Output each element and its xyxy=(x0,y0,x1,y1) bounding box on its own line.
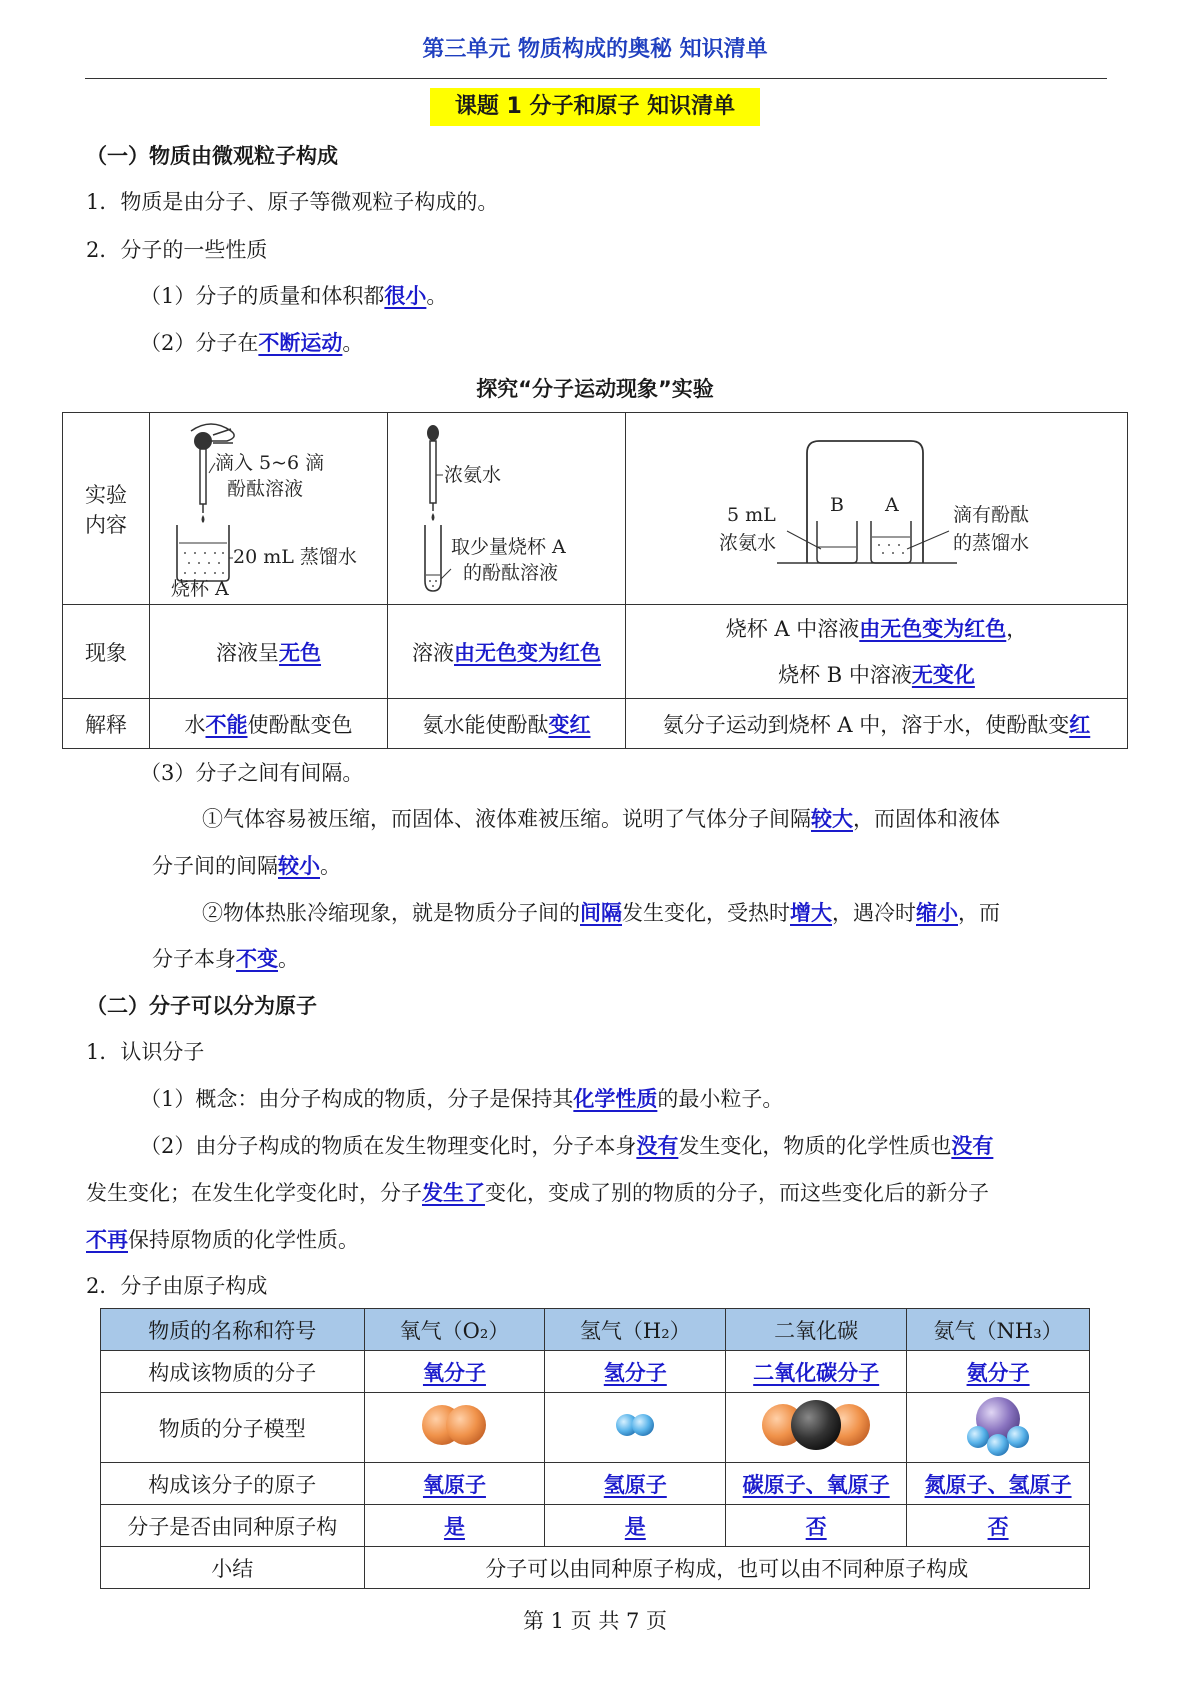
row-label: 解释 xyxy=(63,699,150,749)
cell xyxy=(545,1351,726,1393)
molecule-table xyxy=(100,1308,1090,1589)
answer: 碳原子、氧原子 xyxy=(742,1471,890,1497)
row-label: 小结 xyxy=(101,1547,365,1589)
cell xyxy=(626,605,1128,699)
answer: 增大 xyxy=(790,900,832,925)
fig1-label-3: 20 mL 蒸馏水 xyxy=(232,546,357,568)
figure-cell xyxy=(150,413,388,605)
row-label: 构成该物质的分子 xyxy=(101,1351,365,1393)
answer: 较大 xyxy=(811,806,853,831)
unit-title: 第三单元 物质构成的奥秘 知识清单 xyxy=(422,37,768,62)
answer: 缩小 xyxy=(916,900,958,925)
paragraph: 2．分子的一些性质 xyxy=(86,238,268,262)
fig1-label-2: 酚酞溶液 xyxy=(226,478,303,500)
answer: 没有 xyxy=(951,1133,994,1158)
answer: 是 xyxy=(624,1513,646,1539)
text: 分子间的间隔 xyxy=(152,854,278,878)
ammonia-molecule-model xyxy=(948,1393,1048,1457)
text: 发生变化，受热时 xyxy=(622,901,790,925)
cell xyxy=(364,1505,545,1547)
fig3-label-r2: 的蒸馏水 xyxy=(952,532,1029,554)
answer: 不断运动 xyxy=(258,330,343,355)
summary-cell: 分子可以由同种原子构成，也可以由不同种原子构成 xyxy=(364,1547,1089,1589)
paragraph xyxy=(202,804,1000,834)
paragraph: 2．分子由原子构成 xyxy=(86,1274,268,1298)
answer: 很小 xyxy=(384,283,427,308)
answer: 氧分子 xyxy=(422,1359,486,1385)
answer: 不能 xyxy=(205,711,248,737)
text: 氨分子运动到烧杯 A 中，溶于水，使酚酞变 xyxy=(662,712,1070,737)
text: 溶液呈 xyxy=(216,640,280,665)
text: 的最小粒子。 xyxy=(657,1087,784,1111)
hydrogen-molecule-model xyxy=(585,1395,685,1455)
header-divider xyxy=(85,78,1107,79)
header-cell: 氨气（NH₃） xyxy=(907,1309,1090,1351)
model-cell xyxy=(364,1393,545,1463)
page-footer: 第 1 页 共 7 页 xyxy=(522,1609,668,1633)
text: ，而固体和液体 xyxy=(853,807,1000,831)
header-cell: 物质的名称和符号 xyxy=(101,1309,365,1351)
fig3-label-1: 5 mL xyxy=(726,504,776,526)
text: 氨水能使酚酞 xyxy=(422,712,549,737)
text: ， xyxy=(1006,616,1028,641)
cell xyxy=(150,605,388,699)
text: （2）由分子构成的物质在发生物理变化时，分子本身 xyxy=(140,1134,637,1158)
answer: 化学性质 xyxy=(573,1086,658,1111)
cell xyxy=(726,1505,907,1547)
text: 。 xyxy=(278,947,299,971)
cell xyxy=(388,605,626,699)
section2-heading: （二）分子可以分为原子 xyxy=(86,994,317,1018)
experiment-title: 探究“分子运动现象”实验 xyxy=(476,377,714,401)
answer: 由无色变为红色 xyxy=(454,639,601,665)
cell xyxy=(907,1505,1090,1547)
fig2-label-1: 浓氨水 xyxy=(443,464,501,486)
header-cell: 二氧化碳 xyxy=(726,1309,907,1351)
answer: 间隔 xyxy=(580,900,622,925)
experiment-table xyxy=(62,412,1128,749)
answer: 没有 xyxy=(636,1133,679,1158)
model-cell xyxy=(907,1393,1090,1463)
paragraph: 1．物质是由分子、原子等微观粒子构成的。 xyxy=(86,190,499,214)
text: 。 xyxy=(320,854,341,878)
cell xyxy=(907,1351,1090,1393)
text: 烧杯 A 中溶液 xyxy=(725,616,860,641)
section1-heading: （一）物质由微观粒子构成 xyxy=(86,144,338,168)
cell xyxy=(907,1463,1090,1505)
cell xyxy=(626,699,1128,749)
text: ①气体容易被压缩，而固体、液体难被压缩。说明了气体分子间隔 xyxy=(202,807,811,831)
answer: 红 xyxy=(1069,711,1091,737)
paragraph xyxy=(86,1225,359,1255)
answer: 否 xyxy=(987,1513,1009,1539)
model-cell xyxy=(545,1393,726,1463)
row-label: 分子是否由同种原子构 xyxy=(101,1505,365,1547)
paragraph xyxy=(152,944,299,974)
text: 发生变化，物质的化学性质也 xyxy=(678,1134,952,1158)
cell xyxy=(545,1505,726,1547)
answer: 氢原子 xyxy=(603,1471,667,1497)
text: 。 xyxy=(342,331,364,355)
paragraph xyxy=(140,1131,993,1161)
cell xyxy=(545,1463,726,1505)
text: ，而 xyxy=(958,901,1000,925)
carbon-dioxide-molecule-model xyxy=(751,1395,881,1455)
label: 实验 xyxy=(85,482,128,507)
text: （1）分子的质量和体积都 xyxy=(140,284,385,308)
answer: 否 xyxy=(805,1513,827,1539)
paragraph xyxy=(140,328,363,358)
fig1-label-4: 烧杯 A xyxy=(170,578,229,599)
text: （1）概念：由分子构成的物质，分子是保持其 xyxy=(140,1087,574,1111)
header-cell: 氧气（O₂） xyxy=(364,1309,545,1351)
cell xyxy=(388,699,626,749)
lesson-title: 课题 1 分子和原子 知识清单 xyxy=(430,88,760,126)
answer: 发生了 xyxy=(422,1180,485,1205)
text: 使酚酞变色 xyxy=(247,712,353,737)
answer: 是 xyxy=(443,1513,465,1539)
paragraph xyxy=(140,281,447,311)
oxygen-molecule-model xyxy=(404,1395,504,1455)
row-label xyxy=(63,413,150,605)
dropper-beaker-diagram xyxy=(151,413,387,599)
text: ②物体热胀冷缩现象，就是物质分子间的 xyxy=(202,901,580,925)
answer: 二氧化碳分子 xyxy=(753,1359,880,1385)
fig3-label-a: A xyxy=(884,494,899,516)
answer: 无色 xyxy=(279,639,322,665)
figure-cell xyxy=(626,413,1128,605)
cell xyxy=(726,1351,907,1393)
fig3-label-b: B xyxy=(829,494,844,516)
answer: 氮原子、氢原子 xyxy=(924,1471,1072,1497)
answer: 无变化 xyxy=(911,661,975,687)
cell xyxy=(364,1351,545,1393)
text: 分子本身 xyxy=(152,947,236,971)
fig3-label-r1: 滴有酚酞 xyxy=(952,504,1029,526)
paragraph: （3）分子之间有间隔。 xyxy=(140,761,364,785)
text: 溶液 xyxy=(412,640,454,665)
text: 水 xyxy=(184,712,206,737)
text: （2）分子在 xyxy=(140,331,259,355)
bell-jar-diagram xyxy=(627,413,1127,599)
paragraph xyxy=(86,1178,989,1208)
model-cell xyxy=(726,1393,907,1463)
fig2-label-2: 取少量烧杯 A xyxy=(450,536,566,558)
text: 。 xyxy=(426,284,448,308)
text: 变化，变成了别的物质的分子，而这些变化后的新分子 xyxy=(485,1181,989,1205)
fig3-label-2: 浓氨水 xyxy=(718,532,776,554)
row-label: 现象 xyxy=(63,605,150,699)
paragraph: 1．认识分子 xyxy=(86,1040,205,1064)
answer: 氢分子 xyxy=(603,1359,667,1385)
paragraph xyxy=(152,851,341,881)
paragraph xyxy=(202,898,1000,928)
answer: 变红 xyxy=(548,711,591,737)
answer: 氨分子 xyxy=(966,1359,1030,1385)
fig1-label-1: 滴入 5~6 滴 xyxy=(214,452,324,474)
test-tube-diagram xyxy=(389,413,625,599)
cell xyxy=(364,1463,545,1505)
figure-cell xyxy=(388,413,626,605)
row-label: 物质的分子模型 xyxy=(101,1393,365,1463)
answer: 不再 xyxy=(86,1227,128,1252)
label: 内容 xyxy=(85,512,128,537)
text: ，遇冷时 xyxy=(832,901,916,925)
text: 保持原物质的化学性质。 xyxy=(128,1228,359,1252)
text: 发生变化；在发生化学变化时，分子 xyxy=(86,1181,422,1205)
paragraph xyxy=(140,1084,783,1114)
text: 烧杯 B 中溶液 xyxy=(778,662,912,687)
cell xyxy=(150,699,388,749)
fig2-label-3: 的酚酞溶液 xyxy=(462,562,558,584)
answer: 由无色变为红色 xyxy=(859,615,1007,641)
answer: 较小 xyxy=(278,853,320,878)
answer: 不变 xyxy=(236,946,278,971)
cell xyxy=(726,1463,907,1505)
row-label: 构成该分子的原子 xyxy=(101,1463,365,1505)
answer: 氧原子 xyxy=(422,1471,486,1497)
header-cell: 氢气（H₂） xyxy=(545,1309,726,1351)
